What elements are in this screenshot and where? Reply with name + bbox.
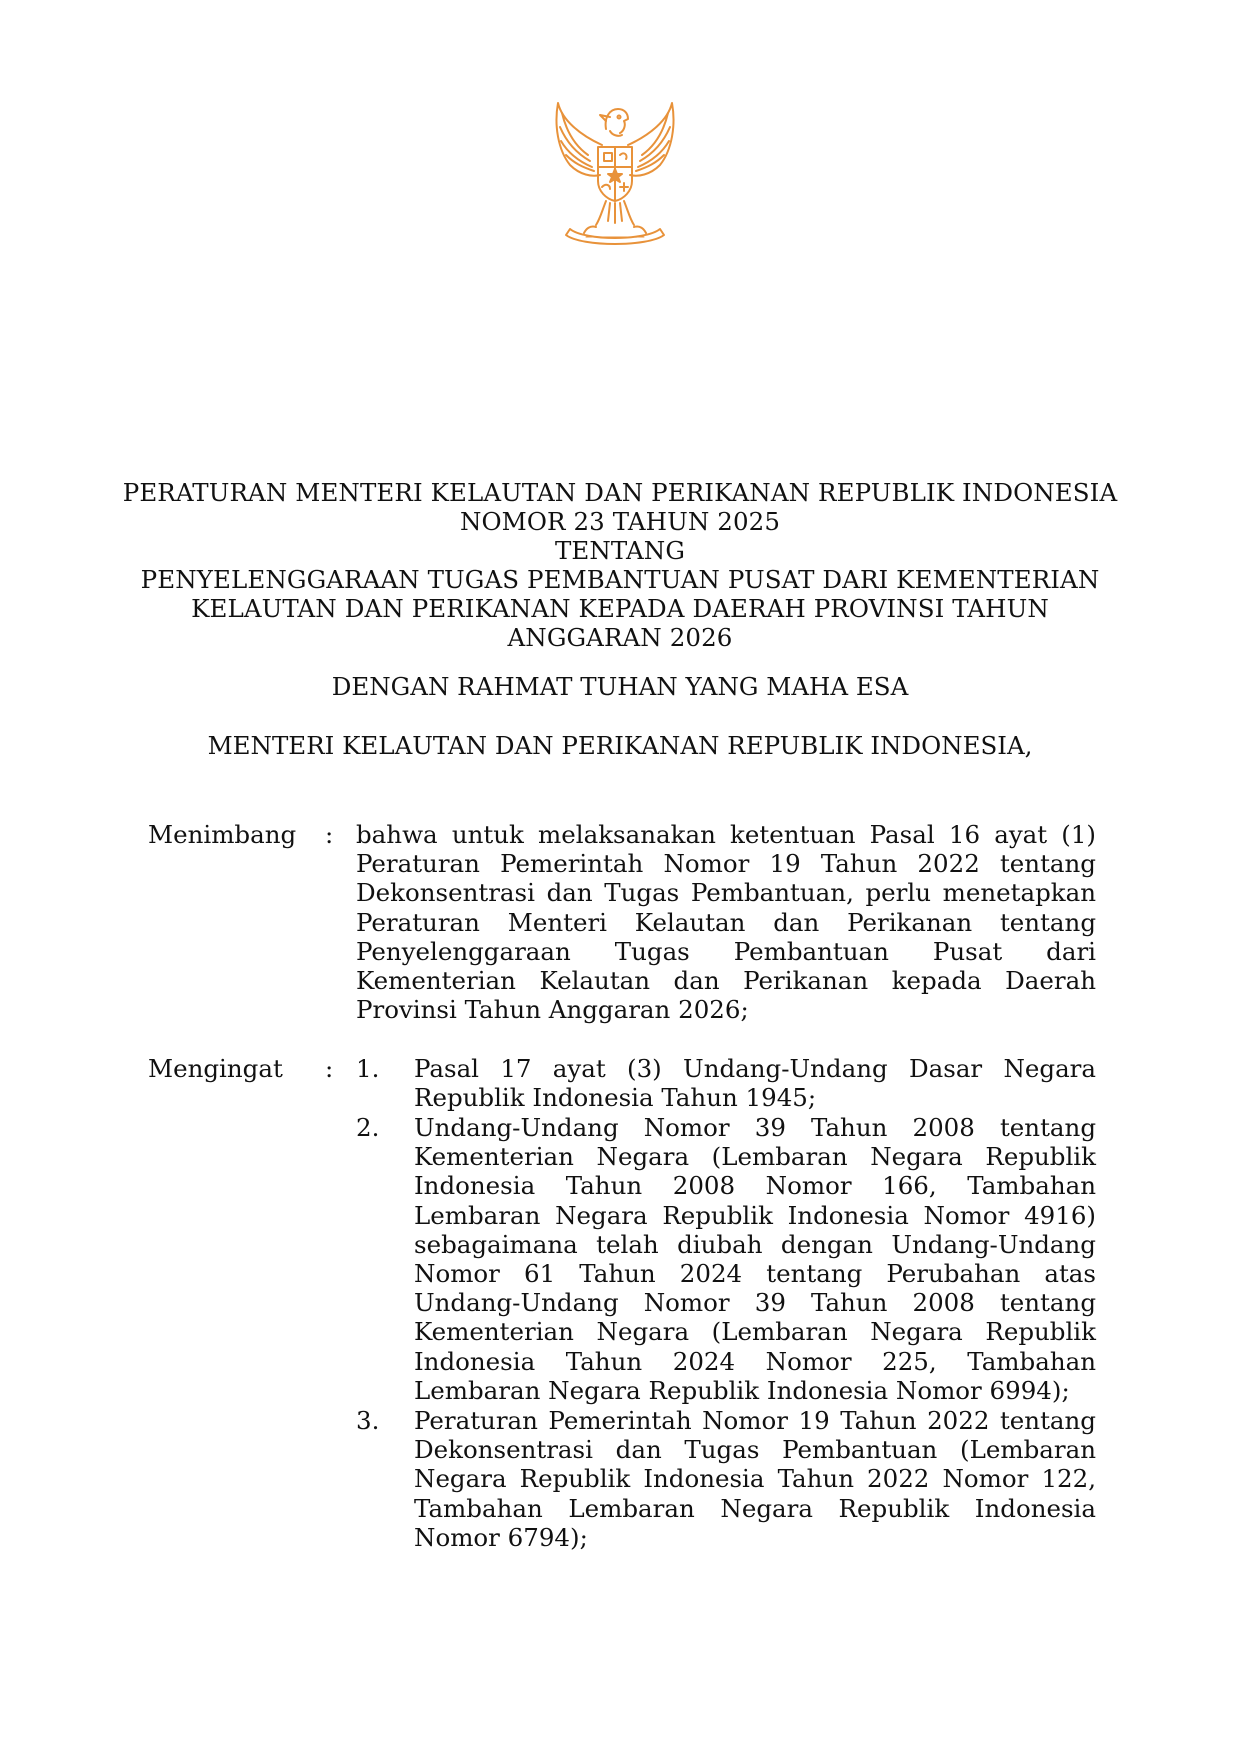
- mengingat-item-number: 1.: [356, 1054, 380, 1083]
- mengingat-item-number: 2.: [356, 1113, 380, 1142]
- title-line-4: PENYELENGGARAAN TUGAS PEMBANTUAN PUSAT DARI KEMENTERIAN: [140, 565, 1100, 594]
- mengingat-item-text: Pasal 17 ayat (3) Undang-Undang Dasar Negara Republik Indonesia Tahun 1945;: [414, 1054, 1096, 1113]
- title-line-2: NOMOR 23 TAHUN 2025: [459, 507, 781, 536]
- preamble: DENGAN RAHMAT TUHAN YANG MAHA ESA: [331, 672, 909, 701]
- title-line-1: PERATURAN MENTERI KELAUTAN DAN PERIKANAN REPUBLIK INDONESIA: [122, 478, 1118, 507]
- menimbang-text: bahwa untuk melaksanakan ketentuan Pasal 16 ayat (1) Peraturan Pemerintah Nomor 19 Tahun 2022 tentang Dekonsentrasi dan Tugas Pembantuan, perlu menetapkan Peraturan Menteri Kelautan dan Perikanan tentang Penyelenggaraan Tugas Pembantuan Pusat dari Kementerian Kelautan dan Perikanan kepada Daerah Provinsi Tahun Anggaran 2026;: [356, 820, 1096, 1025]
- mengingat-item-text: Undang-Undang Nomor 39 Tahun 2008 tentang Kementerian Negara (Lembaran Negara Republik Indonesia Tahun 2008 Nomor 166, Tambahan Lembaran Negara Republik Indonesia Nomor 4916) sebagaimana telah diubah dengan Undang-Undang Nomor 61 Tahun 2024 tentang Perubahan atas Undang-Undang Nomor 39 Tahun 2008 tentang Kementerian Negara (Lembaran Negara Republik Indonesia Tahun 2024 Nomor 225, Tambahan Lembaran Negara Republik Indonesia Nomor 6994);: [414, 1113, 1096, 1405]
- mengingat-colon: :: [325, 1054, 334, 1083]
- regulation-title: [120, 478, 1120, 652]
- mengingat-item-number: 3.: [356, 1406, 380, 1435]
- menimbang-colon: :: [325, 820, 334, 849]
- garuda-emblem-icon: [540, 95, 690, 255]
- title-line-3: TENTANG: [554, 536, 686, 565]
- title-line-6: ANGGARAN 2026: [507, 623, 733, 652]
- mengingat-label: Mengingat: [148, 1054, 283, 1083]
- mengingat-item-text: Peraturan Pemerintah Nomor 19 Tahun 2022 tentang Dekonsentrasi dan Tugas Pembantuan (Lembaran Negara Republik Indonesia Tahun 2022 Nomor 122, Tambahan Lembaran Negara Republik Indonesia Nomor 6794);: [414, 1406, 1096, 1552]
- title-line-5: KELAUTAN DAN PERIKANAN KEPADA DAERAH PROVINSI TAHUN: [191, 594, 1049, 623]
- issuer: MENTERI KELAUTAN DAN PERIKANAN REPUBLIK INDONESIA,: [207, 731, 1033, 760]
- menimbang-label: Menimbang: [148, 820, 297, 849]
